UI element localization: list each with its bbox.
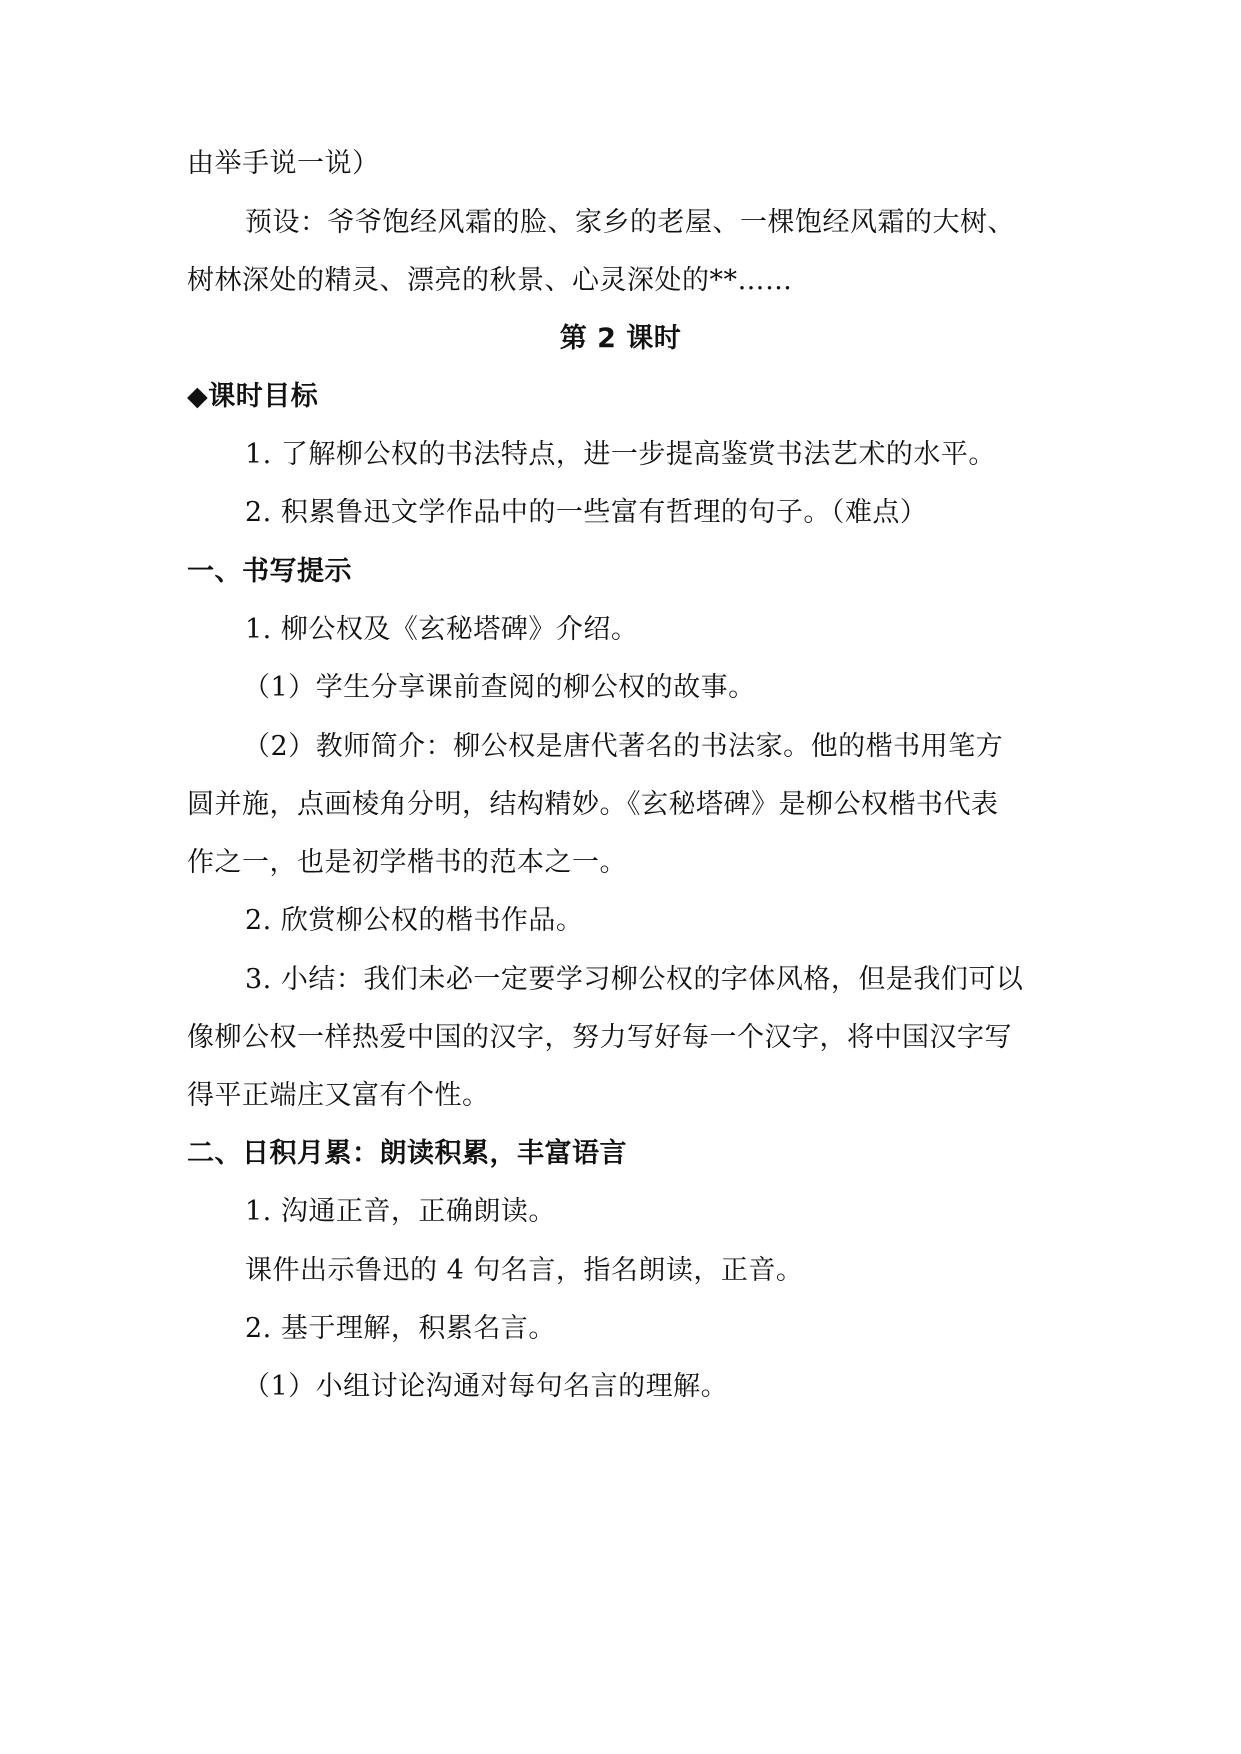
paragraph-line: 2. 基于理解，积累名言。 <box>245 1313 556 1344</box>
paragraph-line: 由举手说一说） <box>187 148 380 179</box>
heading-writing-tips: 一、书写提示 <box>187 556 352 587</box>
paragraph-line: 3. 小结：我们未必一定要学习柳公权的字体风格，但是我们可以 <box>245 964 1024 995</box>
paragraph-line: 2. 欣赏柳公权的楷书作品。 <box>245 905 584 936</box>
paragraph-line: 1. 了解柳公权的书法特点，进一步提高鉴赏书法艺术的水平。 <box>245 439 996 470</box>
paragraph-line: 树林深处的精灵、漂亮的秋景、心灵深处的**…… <box>187 265 793 296</box>
paragraph-line: 预设：爷爷饱经风霜的脸、家乡的老屋、一棵饱经风霜的大树、 <box>245 207 1015 238</box>
paragraph-line: （1）学生分享课前查阅的柳公权的故事。 <box>243 672 756 703</box>
heading-objectives: ◆课时目标 <box>187 381 319 412</box>
paragraph-line: 1. 柳公权及《玄秘塔碑》介绍。 <box>245 614 639 645</box>
paragraph-line: 作之一，也是初学楷书的范本之一。 <box>187 847 627 878</box>
paragraph-line: 得平正端庄又富有个性。 <box>187 1080 490 1111</box>
paragraph-line: （1）小组讨论沟通对每句名言的理解。 <box>243 1371 729 1402</box>
paragraph-line: 2. 积累鲁迅文学作品中的一些富有哲理的句子。（难点） <box>245 497 928 528</box>
paragraph-line: 1. 沟通正音，正确朗读。 <box>245 1196 556 1227</box>
section-title: 第 2 课时 <box>559 323 682 354</box>
paragraph-line: 圆并施，点画棱角分明，结构精妙。《玄秘塔碑》是柳公权楷书代表 <box>187 789 999 820</box>
heading-daily-accumulation: 二、日积月累：朗读积累，丰富语言 <box>187 1138 627 1169</box>
paragraph-line: 课件出示鲁迅的 4 句名言，指名朗读，正音。 <box>245 1255 804 1286</box>
paragraph-line: 像柳公权一样热爱中国的汉字，努力写好每一个汉字，将中国汉字写 <box>187 1022 1012 1053</box>
paragraph-line: （2）教师简介：柳公权是唐代著名的书法家。他的楷书用笔方 <box>243 731 1004 762</box>
